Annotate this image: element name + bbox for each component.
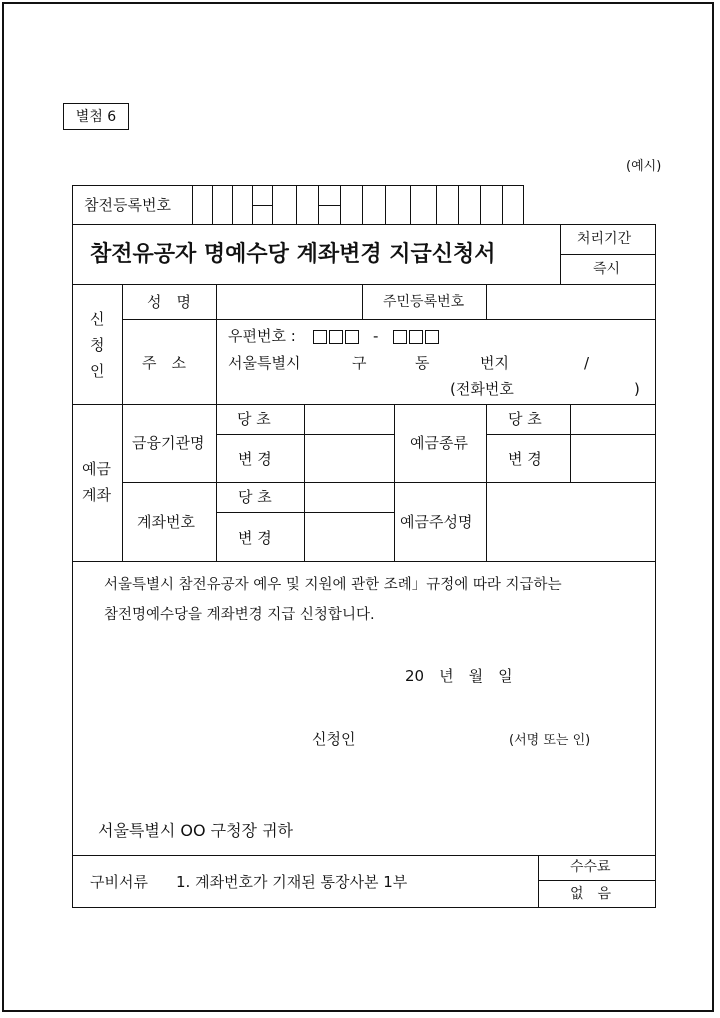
deposit-original-label: 당 초 [508,410,542,428]
reg-no-label: 참전등록번호 [84,196,171,214]
address-gu: 구 [352,354,367,372]
account-original-label: 당 초 [238,488,272,506]
deposit-changed-field[interactable] [571,435,655,481]
statement-line-1: 서울특별시 참전유공자 예우 및 지원에 관한 조례」규정에 따라 지급하는 [104,577,562,593]
statement-line-2: 참전명예수당을 계좌변경 지급 신청합니다. [104,607,375,623]
holder-label: 예금주성명 [400,513,473,531]
postal-code-2[interactable] [392,327,448,345]
date-line: 20 년 월 일 [405,667,513,685]
institution-label: 금융기관명 [132,434,205,452]
signature-field[interactable] [370,724,500,752]
account-section-1: 예금 [82,460,111,478]
address-dong: 동 [415,354,430,372]
deposit-original-field[interactable] [571,405,655,433]
address-label: 주 소 [142,354,186,372]
account-changed-field[interactable] [305,513,393,560]
institution-changed-label: 변 경 [238,450,272,468]
example-label: (예시) [626,159,662,174]
deposit-type-label: 예금종류 [410,434,468,452]
address-city: 서울특별시 [228,354,301,372]
address-slash: / [584,354,590,372]
name-field[interactable] [217,285,362,319]
phone-close: ) [634,380,640,398]
applicant-sign-label: 신청인 [312,730,356,748]
institution-original-label: 당 초 [237,410,271,428]
resident-no-label: 주민등록번호 [383,294,465,310]
recipient: 서울특별시 OO 구청장 귀하 [98,821,294,840]
address-bunji: 번지 [480,354,509,372]
account-changed-label: 변 경 [238,529,272,547]
processing-label: 처리기간 [577,231,632,247]
processing-value: 즉시 [593,261,621,277]
institution-changed-field[interactable] [305,435,393,481]
institution-original-field[interactable] [305,405,393,433]
documents-item: 1. 계좌번호가 기재된 통장사본 1부 [176,873,408,891]
signature-note: (서명 또는 인) [509,733,591,748]
name-label: 성 명 [147,293,191,311]
fee-value: 없 음 [570,886,612,902]
applicant-section-3: 인 [90,362,105,380]
holder-field[interactable] [487,483,655,560]
phone-label: (전화번호 [450,380,514,398]
form-title: 참전유공자 명예수당 계좌변경 지급신청서 [90,242,496,267]
fee-label: 수수료 [570,859,611,875]
resident-no-field[interactable] [487,285,655,319]
applicant-section-2: 청 [90,336,105,354]
postal-label: 우편번호 : [228,327,296,345]
account-no-label: 계좌번호 [137,513,195,531]
account-original-field[interactable] [305,483,393,511]
postal-code-1[interactable] [312,327,368,345]
account-section-2: 계좌 [82,486,111,504]
applicant-section-1: 신 [90,310,105,328]
postal-dash: - [373,327,379,345]
deposit-changed-label: 변 경 [508,450,542,468]
attachment-label: 별첨 6 [63,103,129,130]
documents-label: 구비서류 [90,873,148,891]
